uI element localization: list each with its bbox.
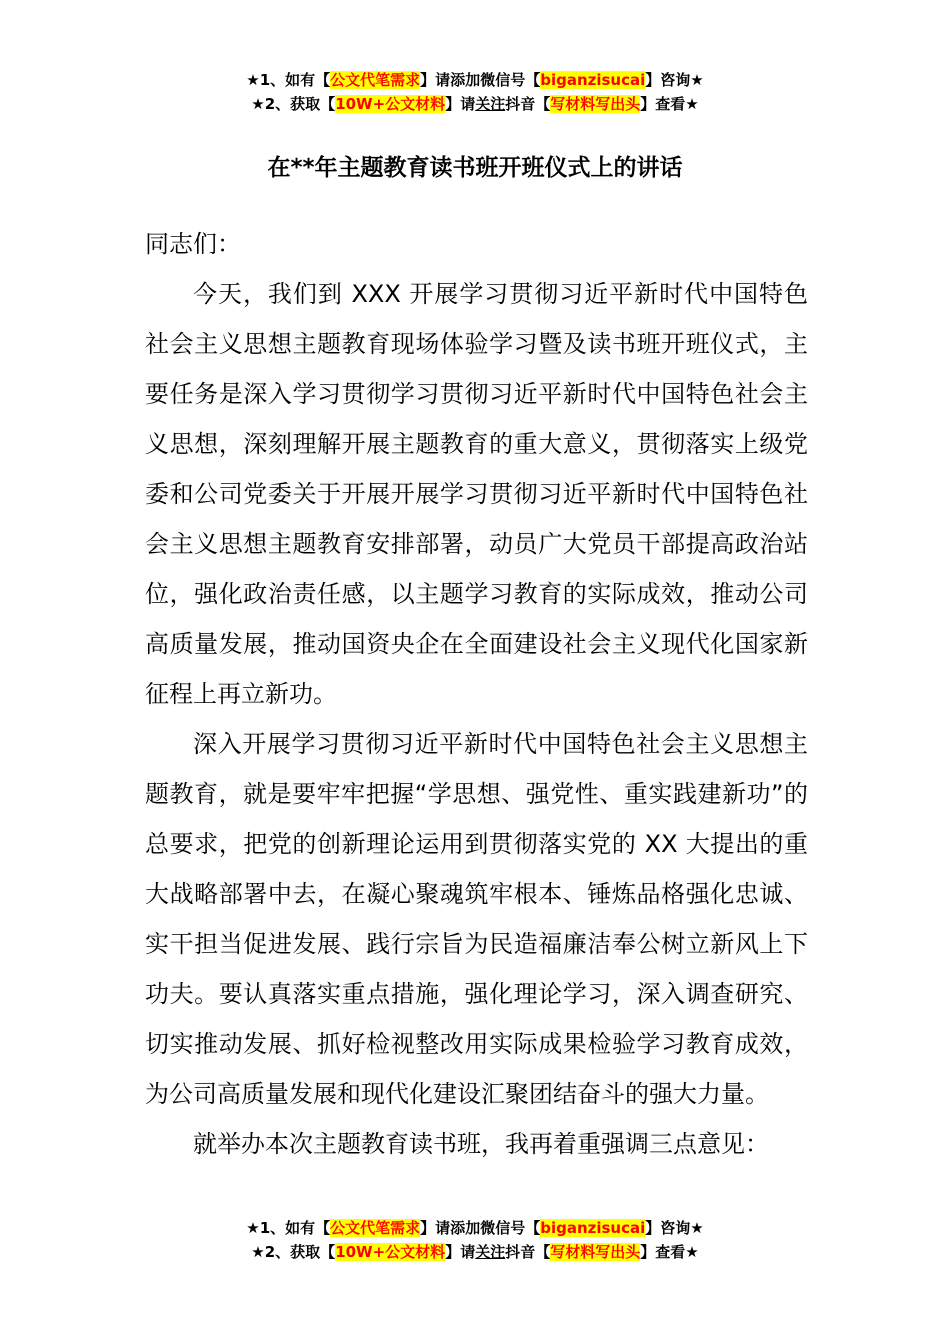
promo-text: ★1、如有【: [246, 71, 331, 89]
document-title: 在**年主题教育读书班开班仪式上的讲话: [267, 155, 683, 181]
body-paragraph: 今天，我们到 XXX 开展学习贯彻习近平新时代中国特色社会主义思想主题教育现场体验学习暨及读书班开班仪式，主要任务是深入学习贯彻学习贯彻习近平新时代中国特色社会主义思想，深刻理解开展主题教育的重大意义，贯彻落实上级党委和公司党委关于开展开展学习贯彻习近平新时代中国特色社会主义思想主题教育安排部署，动员广大党员干部提高政治站位，强化政治责任感，以主题学习教育的实际成效，推动公司高质量发展，推动国资央企在全面建设社会主义现代化国家新征程上再立新功。: [145, 280, 808, 708]
promo-emphasis: 加: [465, 1219, 481, 1237]
promo-text: 】查看★: [640, 95, 699, 113]
promo-text: 】咨询★: [645, 71, 704, 89]
promo-highlight: 10W+公文材料: [335, 95, 446, 113]
body-paragraph: 深入开展学习贯彻习近平新时代中国特色社会主义思想主题教育，就是要牢牢把握“学思想、强党性、重实践建新功”的总要求，把党的创新理论运用到贯彻落实党的 XX 大提出的重大战略部署中去，在凝心聚魂筑牢根本、锤炼品格强化忠诚、实干担当促进发展、践行宗旨为民造福廉洁奉公树立新风上下功夫。要认真落实重点措施，强化理论学习，深入调查研究、切实推动发展、抓好检视整改用实际成果检验学习教育成效，为公司高质量发展和现代化建设汇聚团结奋斗的强大力量。: [145, 730, 808, 1108]
promo-text: 】请添: [420, 71, 466, 89]
promo-banner-top: [0, 68, 950, 116]
promo-text: 】查看★: [640, 1243, 699, 1261]
promo-line-2: [0, 92, 950, 116]
promo-text: ★1、如有【: [246, 1219, 331, 1237]
promo-text: 】请添: [420, 1219, 466, 1237]
salutation: 同志们：: [145, 230, 241, 258]
promo-highlight: biganzisucai: [540, 1219, 646, 1237]
promo-highlight: biganzisucai: [540, 71, 646, 89]
promo-text: ★2、获取【: [251, 1243, 336, 1261]
promo-line-1: [0, 1216, 950, 1240]
promo-text: 微信号【: [480, 71, 541, 89]
promo-highlight: 公文代笔需求: [330, 71, 421, 89]
promo-text: 】请: [445, 1243, 476, 1261]
document-body: [145, 219, 808, 1169]
promo-highlight: 写材料写出头: [550, 1243, 641, 1261]
promo-text: 微信号【: [480, 1219, 541, 1237]
promo-highlight: 10W+公文材料: [335, 1243, 446, 1261]
promo-text: ★2、获取【: [251, 95, 336, 113]
promo-emphasis: 加: [465, 71, 481, 89]
body-paragraph: 就举办本次主题教育读书班，我再着重强调三点意见：: [193, 1130, 769, 1158]
promo-highlight: 公文代笔需求: [330, 1219, 421, 1237]
promo-text: 抖音【: [505, 95, 551, 113]
promo-emphasis: 关注: [475, 1243, 506, 1261]
promo-text: 】咨询★: [645, 1219, 704, 1237]
promo-line-1: [0, 68, 950, 92]
promo-banner-bottom: [0, 1216, 950, 1264]
promo-text: 抖音【: [505, 1243, 551, 1261]
promo-text: 】请: [445, 95, 476, 113]
promo-emphasis: 关注: [475, 95, 506, 113]
promo-line-2: [0, 1240, 950, 1264]
promo-highlight: 写材料写出头: [550, 95, 641, 113]
